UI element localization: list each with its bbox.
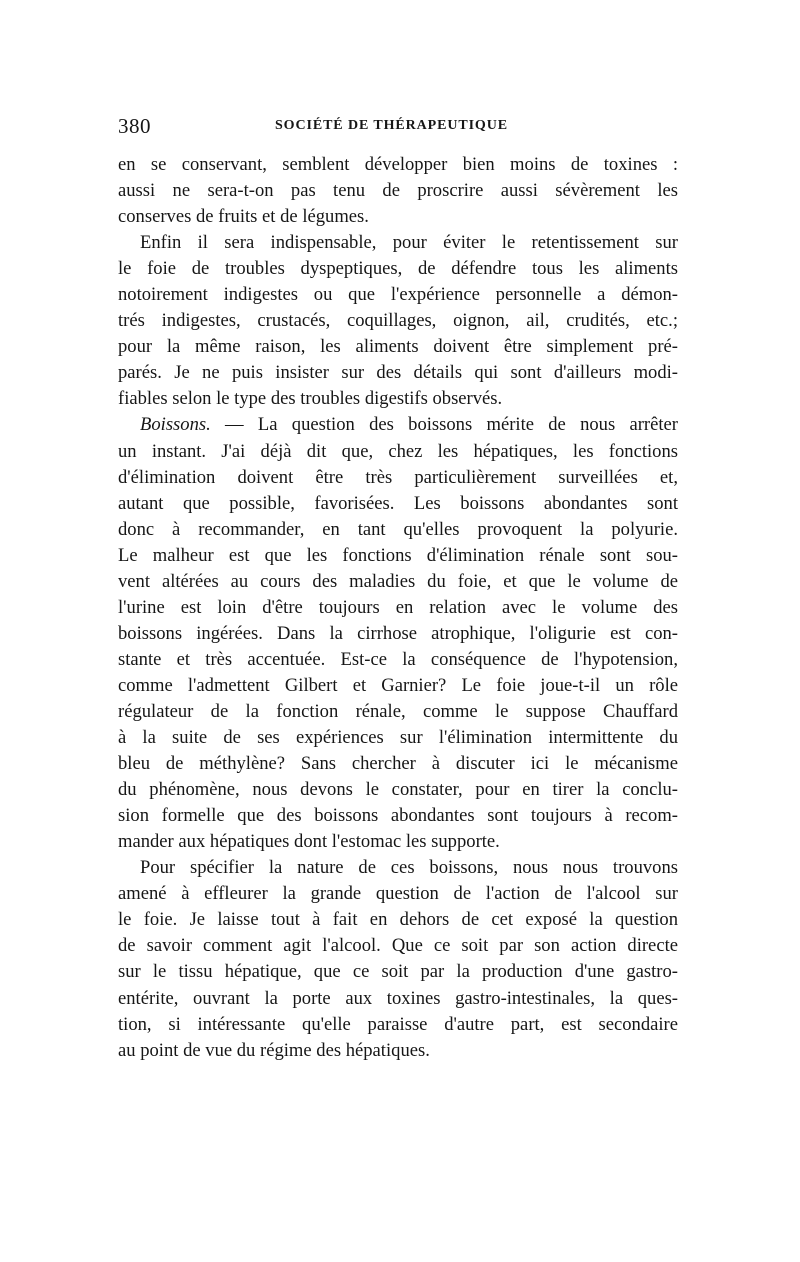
text-line: tion, si intéressante qu'elle paraisse d'autre part, est secondaire	[118, 1013, 678, 1035]
running-title: SOCIÉTÉ DE THÉRAPEUTIQUE	[275, 118, 508, 133]
text-line-rest: — La question des boissons mérite de nous arrêter	[210, 414, 678, 436]
text-line: comme l'admettent Gilbert et Garnier? Le foie joue-t-il un rôle	[118, 674, 678, 696]
text-line: le foie de troubles dyspeptiques, de défendre tous les aliments	[118, 258, 678, 280]
text-line: régulateur de la fonction rénale, comme le suppose Chauffard	[118, 700, 678, 722]
text-line: fiables selon le type des troubles digestifs observés.	[118, 388, 503, 410]
text-line: conserves de fruits et de légumes.	[118, 206, 369, 228]
text-line: le foie. Je laisse tout à fait en dehors de cet exposé la question	[118, 909, 678, 931]
text-line: sur le tissu hépatique, que ce soit par la production d'une gastro-	[118, 961, 678, 983]
text-line: l'urine est loin d'être toujours en relation avec le volume des	[118, 596, 678, 618]
running-head	[118, 114, 678, 142]
text-line: pour la même raison, les aliments doivent être simplement pré-	[118, 336, 678, 358]
text-line: donc à recommander, en tant qu'elles provoquent la polyurie.	[118, 518, 678, 540]
text-line: vent altérées au cours des maladies du foie, et que le volume de	[118, 570, 678, 592]
text-line: bleu de méthylène? Sans chercher à discuter ici le mécanisme	[118, 753, 678, 775]
text-line: un instant. J'ai déjà dit que, chez les hépatiques, les fonctions	[118, 440, 678, 462]
text-line: Pour spécifier la nature de ces boissons, nous nous trouvons	[140, 857, 678, 879]
text-line: de savoir comment agit l'alcool. Que ce soit par son action directe	[118, 935, 678, 957]
text-line: trés indigestes, crustacés, coquillages, oignon, ail, crudités, etc.;	[118, 310, 678, 332]
text-line: amené à effleurer la grande question de l'action de l'alcool sur	[118, 883, 678, 905]
text-line: autant que possible, favorisées. Les boissons abondantes sont	[118, 492, 678, 514]
text-line: en se conservant, semblent développer bien moins de toxines :	[118, 154, 678, 175]
text-line: stante et très accentuée. Est-ce la conséquence de l'hypotension,	[118, 648, 678, 670]
text-line: du phénomène, nous devons le constater, pour en tirer la conclu-	[118, 779, 678, 801]
text-line: aussi ne sera-t-on pas tenu de proscrire aussi sévèrement les	[118, 180, 678, 202]
paragraph-alcool	[118, 855, 678, 1063]
page-number: 380	[118, 114, 151, 138]
paragraph-enfin	[118, 230, 678, 412]
text-line: entérite, ouvrant la porte aux toxines gastro-intestinales, la ques-	[118, 987, 678, 1009]
section-run-in-heading: Boissons.	[140, 414, 211, 436]
paragraph-continuation	[118, 152, 678, 230]
text-line: d'élimination doivent être très particulièrement surveillées et,	[118, 466, 678, 488]
paragraph-boissons	[118, 412, 678, 855]
text-line: Enfin il sera indispensable, pour éviter le retentissement sur	[140, 232, 678, 254]
text-line: mander aux hépatiques dont l'estomac les supporte.	[118, 831, 500, 853]
body-text	[118, 152, 678, 1064]
text-line: sion formelle que des boissons abondantes sont toujours à recom-	[118, 805, 678, 827]
text-line: au point de vue du régime des hépatiques.	[118, 1039, 430, 1061]
text-line: boissons ingérées. Dans la cirrhose atrophique, l'oligurie est con-	[118, 622, 678, 644]
text-line	[118, 412, 678, 438]
text-line: notoirement indigestes ou que l'expérience personnelle a démon-	[118, 284, 678, 306]
text-line: Le malheur est que les fonctions d'élimination rénale sont sou-	[118, 544, 678, 566]
text-line: parés. Je ne puis insister sur des détails qui sont d'ailleurs modi-	[118, 362, 678, 384]
text-line: à la suite de ses expériences sur l'élimination intermittente du	[118, 727, 678, 749]
